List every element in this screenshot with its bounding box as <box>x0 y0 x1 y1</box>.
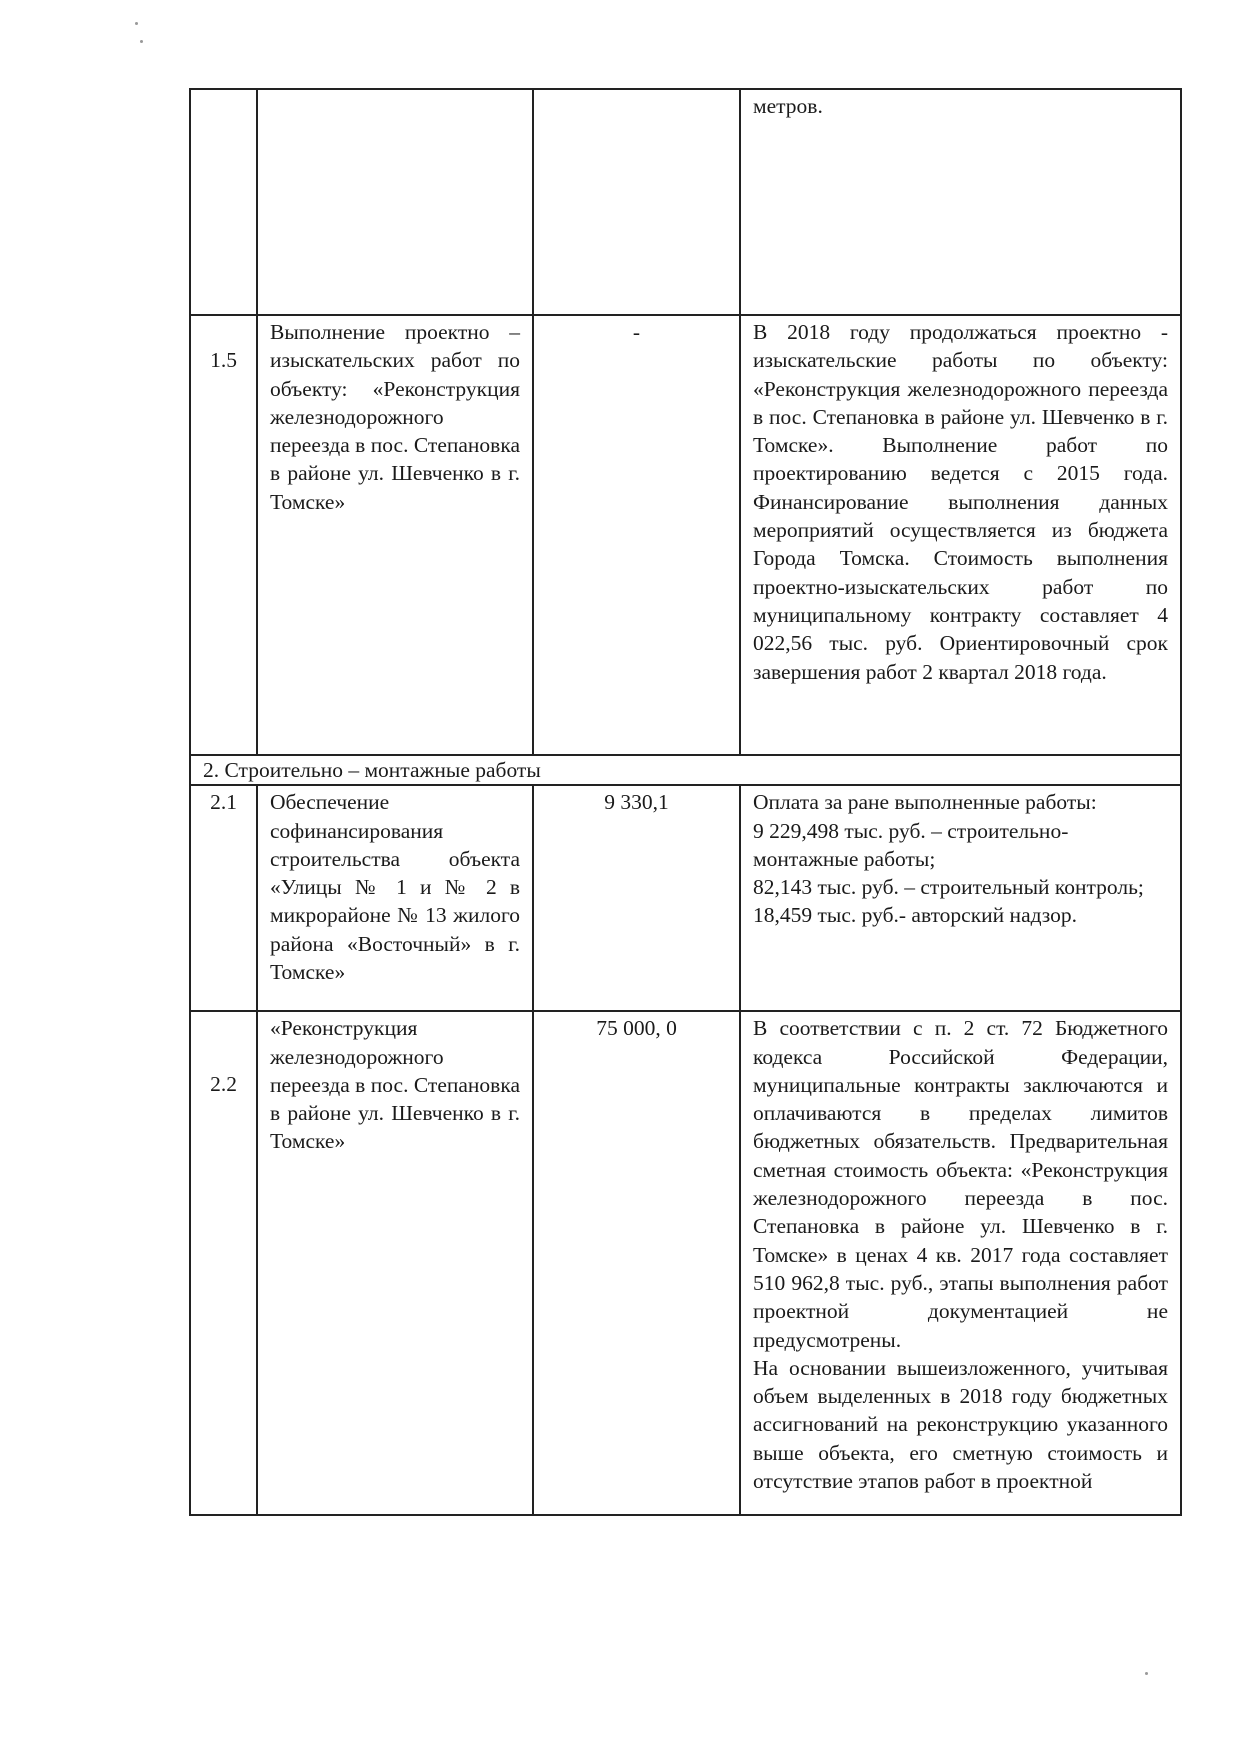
scan-speck <box>135 22 138 25</box>
section-row-2 <box>190 755 1181 785</box>
table-row-1-5 <box>190 315 1181 755</box>
cell-name: «Реконструкция железнодорожного переезда в пос. Степановка в районе ул. Шевченко в г. Томске» <box>257 1011 533 1515</box>
note-line: 82,143 тыс. руб. – строительный контроль; <box>753 875 1144 900</box>
cell-number <box>190 89 257 315</box>
cell-number: 2.1 <box>190 785 257 1011</box>
note-line: 18,459 тыс. руб.- авторский надзор. <box>753 903 1078 928</box>
cell-amount <box>533 89 740 315</box>
cell-amount: 9 330,1 <box>533 785 740 1011</box>
cell-amount: 75 000, 0 <box>533 1011 740 1515</box>
scan-speck <box>1145 1672 1148 1675</box>
note-line: 9 229,498 тыс. руб. – строительно-монтажные работы; <box>753 818 1069 871</box>
scan-speck <box>140 40 143 43</box>
section-title: 2. Строительно – монтажные работы <box>190 755 1181 785</box>
cell-note: В 2018 году продолжаться проектно - изыскательские работы по объекту: «Реконструкция железнодорожного переезда в пос. Степановка в районе ул. Шевченко в г. Томске». Выполнение работ по проектированию ведется с 2015 года. Финансирование выполнения данных мероприятий осуществляется из бюджета Города Томска. Стоимость выполнения проектно-изыскательских работ по муниципальному контракту составляет 4 022,56 тыс. руб. Ориентировочный срок завершения работ 2 квартал 2018 года. <box>740 315 1181 755</box>
table-row-2-1 <box>190 785 1181 1011</box>
table-row-2-2 <box>190 1011 1181 1515</box>
cell-amount: - <box>533 315 740 755</box>
cell-number: 2.2 <box>190 1011 257 1515</box>
cell-note <box>740 785 1181 1011</box>
note-paragraph: На основании вышеизложенного, учитывая объем выделенных в 2018 году бюджетных ассигнований на реконструкцию указанного выше объекта, его сметную стоимость и отсутствие этапов работ в проектной <box>753 1355 1168 1494</box>
table-row-continued <box>190 89 1181 315</box>
cell-name <box>257 89 533 315</box>
report-table <box>189 88 1182 1516</box>
cell-number: 1.5 <box>190 315 257 755</box>
cell-note: метров. <box>740 89 1181 315</box>
cell-name: Обеспечение софинансирования строительства объекта «Улицы № 1 и № 2 в микрорайоне № 13 жилого района «Восточный» в г. Томске» <box>257 785 533 1011</box>
cell-name: Выполнение проектно – изыскательских работ по объекту: «Реконструкция железнодорожного переезда в пос. Степановка в районе ул. Шевченко в г. Томске» <box>257 315 533 755</box>
cell-note <box>740 1011 1181 1515</box>
note-line: Оплата за ране выполненные работы: <box>753 790 1097 815</box>
note-paragraph: В соответствии с п. 2 ст. 72 Бюджетного кодекса Российской Федерации, муниципальные контракты заключаются и оплачиваются в пределах лимитов бюджетных обязательств. Предварительная сметная стоимость объекта: «Реконструкция железнодорожного переезда в пос. Степановка в районе ул. Шевченко в г. Томске» в ценах 4 кв. 2017 года составляет 510 962,8 тыс. руб., этапы выполнения работ проектной документацией не предусмотрены. <box>753 1016 1168 1352</box>
